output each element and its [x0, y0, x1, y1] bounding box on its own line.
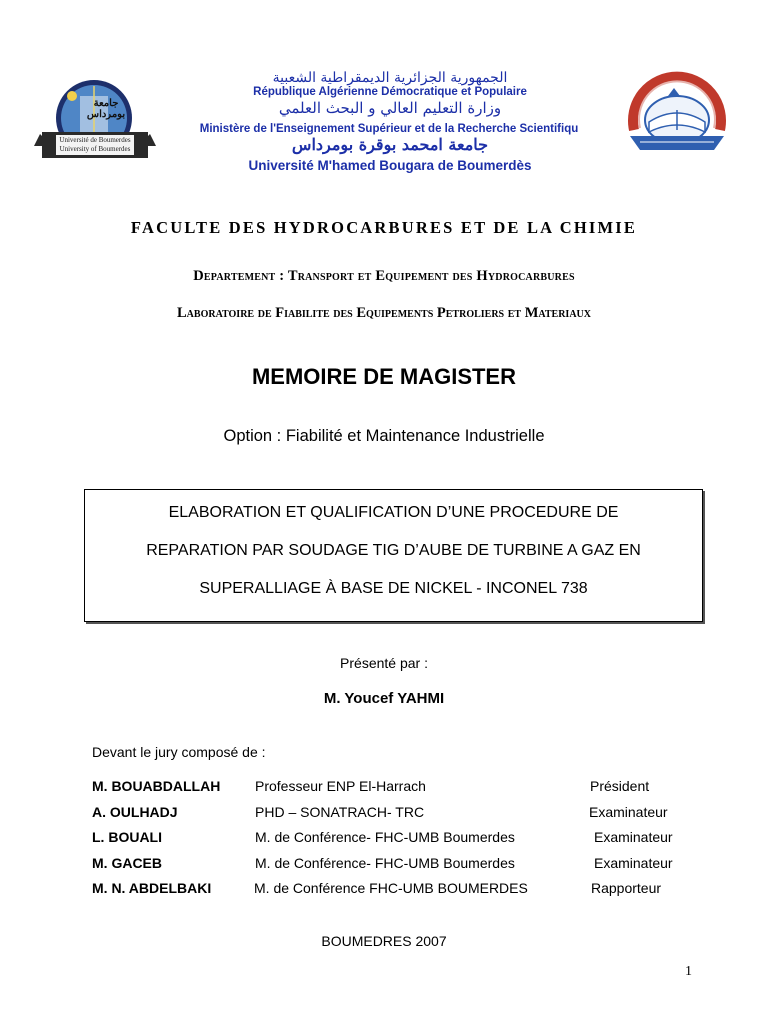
header-arabic-republic: الجمهورية الجزائرية الديمقراطية الشعبية: [272, 70, 508, 86]
thesis-title-line2: REPARATION PAR SOUDAGE TIG D’AUBE DE TURBINE A GAZ EN: [146, 542, 641, 559]
jury-member-role: Examinateur: [594, 855, 673, 871]
faculty-name: FACULTE DES HYDROCARBURES ET DE LA CHIMIE: [130, 218, 638, 237]
jury-member-name: L. BOUALI: [92, 829, 162, 845]
document-type-heading: MEMOIRE DE MAGISTER: [251, 364, 516, 389]
jury-row: [0, 880, 768, 900]
jury-member-name: M. BOUABDALLAH: [92, 778, 221, 794]
laboratory-name: Laboratoire de Fiabilite des Equipements Petroliers et Materiaux: [177, 305, 591, 321]
jury-member-role: Examinateur: [594, 829, 673, 845]
jury-member-title: Professeur ENP El-Harrach: [255, 778, 426, 794]
presented-by-label: Présenté par :: [340, 655, 428, 671]
jury-member-name: A. OULHADJ: [92, 804, 178, 820]
jury-row: [0, 829, 768, 849]
thesis-title-line1: ELABORATION ET QUALIFICATION D’UNE PROCEDURE DE: [168, 504, 619, 521]
faculty-logo: [614, 70, 740, 162]
logo-banner-line1: Université de Boumerdes: [59, 136, 131, 144]
jury-intro: Devant le jury composé de :: [92, 744, 266, 760]
option-line: Option : Fiabilité et Maintenance Industrielle: [223, 427, 545, 445]
jury-member-name: M. N. ABDELBAKI: [92, 880, 212, 896]
department-name: Departement : Transport et Equipement des Hydrocarbures: [193, 268, 575, 284]
jury-member-name: M. GACEB: [92, 855, 162, 871]
header-french-republic: République Algérienne Démocratique et Populaire: [253, 86, 527, 98]
jury-member-role: Président: [590, 778, 650, 794]
place-and-year: BOUMEDRES 2007: [321, 933, 447, 949]
faculty-hydrocarbons-logo-icon: [614, 70, 740, 162]
jury-member-title: M. de Conférence- FHC-UMB Boumerdes: [255, 855, 515, 871]
jury-member-title: M. de Conférence- FHC-UMB Boumerdes: [255, 829, 515, 845]
header-arabic-university: جامعة امحمد بوقرة بومرداس: [291, 135, 489, 154]
page-number: 1: [685, 964, 692, 979]
university-boumerdes-logo-icon: [32, 76, 158, 168]
header-arabic-ministry: وزارة التعليم العالي و البحث العلمي: [278, 99, 502, 117]
logo-arabic-text: جامعة بومرداس: [86, 98, 126, 120]
jury-member-role: Rapporteur: [591, 880, 662, 896]
jury-row: [0, 778, 768, 798]
header-french-university: Université M'hamed Bougara de Boumerdès: [248, 158, 532, 173]
jury-member-title: PHD – SONATRACH- TRC: [255, 804, 425, 820]
jury-row: [0, 804, 768, 824]
logo-banner-line2: University of Boumerdes: [59, 145, 131, 153]
jury-row: [0, 855, 768, 875]
author-name: M. Youcef YAHMI: [323, 690, 445, 707]
university-logo: [32, 76, 158, 168]
thesis-title-box: [84, 489, 703, 622]
jury-member-role: Examinateur: [589, 804, 668, 820]
thesis-title-line3: SUPERALLIAGE À BASE DE NICKEL - INCONEL 738: [199, 580, 588, 597]
jury-member-title: M. de Conférence FHC-UMB BOUMERDES: [254, 880, 528, 896]
header-french-ministry: Ministère de l'Enseignement Supérieur et de la Recherche Scientifiqu: [199, 123, 579, 135]
